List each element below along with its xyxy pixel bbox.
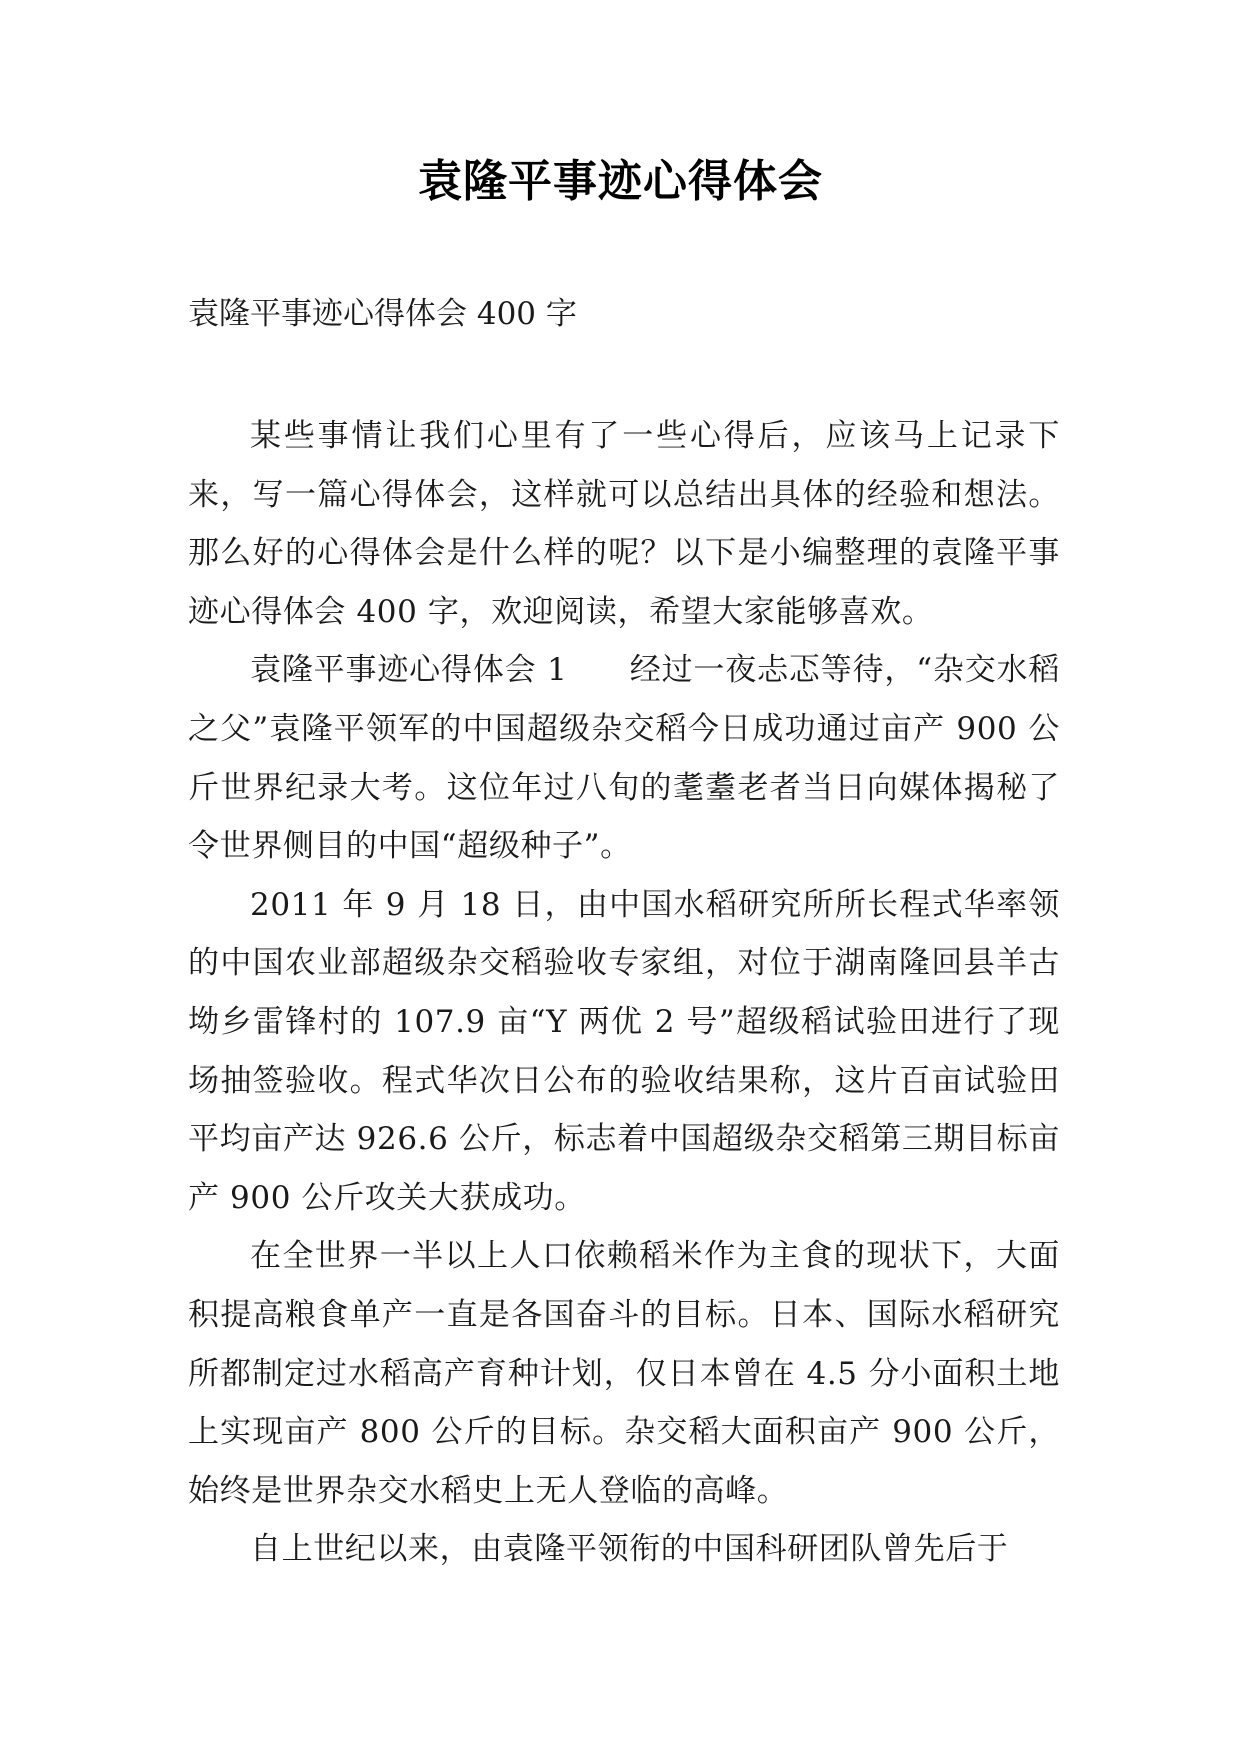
section-text-1: 经过一夜忐忑等待，“杂交水稻之父”袁隆平领军的中国超级杂交稻今日成功通过亩产 900 公斤世界纪录大考。这位年过八旬的耄耋老者当日向媒体揭秘了令世界侧目的中国“超级种子”。 bbox=[188, 652, 1060, 865]
body-paragraph-4: 自上世纪以来，由袁隆平领衔的中国科研团队曾先后于 bbox=[250, 1531, 1009, 1568]
body-paragraph-2: 2011 年 9 月 18 日，由中国水稻研究所所长程式华率领的中国农业部超级杂交稻验收专家组，对位于湖南隆回县羊古坳乡雷锋村的 107.9 亩“Y 两优 2 号”超级稻试验田进行了现场抽签验收。程式华次日公布的验收结果称，这片百亩试验田平均亩产达 926.6 公斤，标志着中国超级杂交稻第三期目标亩产 900 公斤攻关大获成功。 bbox=[188, 886, 1060, 1216]
intro-paragraph: 某些事情让我们心里有了一些心得后，应该马上记录下来，写一篇心得体会，这样就可以总结出具体的经验和想法。那么好的心得体会是什么样的呢？以下是小编整理的袁隆平事迹心得体会 400 字，欢迎阅读，希望大家能够喜欢。 bbox=[188, 418, 1060, 630]
section-paragraph-1 bbox=[188, 641, 1060, 875]
document-body bbox=[188, 407, 1060, 1579]
section-heading-1: 袁隆平事迹心得体会 1 bbox=[250, 652, 568, 689]
body-paragraph-3: 在全世界一半以上人口依赖稻米作为主食的现状下，大面积提高粮食单产一直是各国奋斗的目标。日本、国际水稻研究所都制定过水稻高产育种计划，仅日本曾在 4.5 分小面积土地上实现亩产 800 公斤的目标。杂交稻大面积亩产 900 公斤，始终是世界杂交水稻史上无人登临的高峰。 bbox=[188, 1238, 1060, 1509]
document-title: 袁隆平事迹心得体会 bbox=[418, 156, 823, 207]
document-subtitle: 袁隆平事迹心得体会 400 字 bbox=[188, 296, 577, 332]
